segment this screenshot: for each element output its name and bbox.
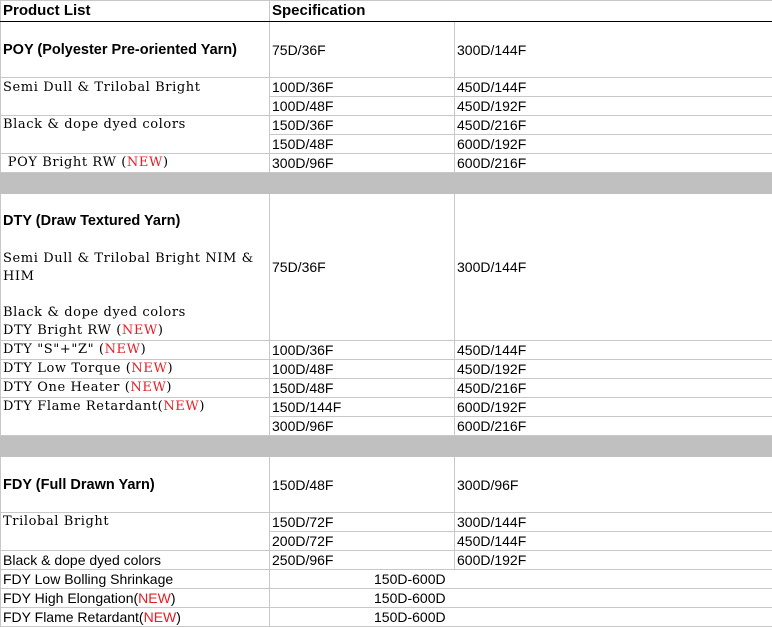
fdy-spec-2b: 300D/144F: [455, 513, 772, 532]
section-divider: [1, 436, 772, 457]
fdy-range-2: 150D-600D: [270, 589, 772, 608]
fdy-range-1: 150D-600D: [270, 570, 772, 589]
new-tag: NEW: [105, 342, 141, 357]
poy-title: POY (Polyester Pre-oriented Yarn): [1, 22, 270, 78]
new-tag: NEW: [163, 399, 199, 414]
poy-spec-6b: 600D/216F: [455, 154, 772, 173]
poy-spec-2a: 100D/36F: [270, 78, 455, 97]
new-tag: NEW: [131, 361, 167, 376]
dty-spec-5a: 150D/144F: [270, 398, 455, 417]
poy-line-black: Black & dope dyed colors: [1, 116, 270, 154]
fdy-line-black: Black & dope dyed colors: [1, 551, 270, 570]
fdy-line-high-elongation: FDY High Elongation(NEW): [1, 589, 270, 608]
dty-spec-4a: 150D/48F: [270, 379, 455, 398]
new-tag: NEW: [138, 590, 171, 606]
fdy-line-flame: FDY Flame Retardant(NEW): [1, 608, 270, 627]
fdy-spec-1b: 300D/96F: [455, 457, 772, 513]
fdy-range-3: 150D-600D: [270, 608, 772, 627]
poy-spec-5a: 150D/48F: [270, 135, 455, 154]
dty-spec-4b: 450D/216F: [455, 379, 772, 398]
dty-spec-2a: 100D/36F: [270, 341, 455, 360]
dty-line-sz: DTY "S"+"Z" (NEW): [1, 341, 270, 360]
dty-spec-1a: 75D/36F: [270, 194, 455, 341]
fdy-spec-3a: 200D/72F: [270, 532, 455, 551]
dty-line-one-heater: DTY One Heater (NEW): [1, 379, 270, 398]
fdy-spec-1a: 150D/48F: [270, 457, 455, 513]
poy-spec-5b: 600D/192F: [455, 135, 772, 154]
dty-spec-2b: 450D/144F: [455, 341, 772, 360]
poy-spec-2b: 450D/144F: [455, 78, 772, 97]
poy-spec-3a: 100D/48F: [270, 97, 455, 116]
dty-line-semi-dull: Semi Dull & Trilobal Bright NIM & HIM: [3, 250, 267, 304]
fdy-line-trilobal: Trilobal Bright: [1, 513, 270, 551]
poy-line-semi-dull: Semi Dull & Trilobal Bright: [1, 78, 270, 116]
fdy-spec-3b: 450D/144F: [455, 532, 772, 551]
poy-spec-6a: 300D/96F: [270, 154, 455, 173]
fdy-spec-4b: 600D/192F: [455, 551, 772, 570]
dty-spec-3b: 450D/192F: [455, 360, 772, 379]
dty-line-flame: DTY Flame Retardant(NEW): [1, 398, 270, 436]
dty-title: DTY (Draw Textured Yarn): [3, 212, 267, 250]
poy-spec-3b: 450D/192F: [455, 97, 772, 116]
poy-spec-1a: 75D/36F: [270, 22, 455, 78]
new-tag: NEW: [144, 609, 177, 625]
dty-spec-6a: 300D/96F: [270, 417, 455, 436]
dty-spec-5b: 600D/192F: [455, 398, 772, 417]
fdy-line-low-shrinkage: FDY Low Bolling Shrinkage: [1, 570, 270, 589]
new-tag: NEW: [130, 380, 166, 395]
dty-line-bright-rw: DTY Bright RW (NEW): [3, 322, 267, 340]
dty-spec-3a: 100D/48F: [270, 360, 455, 379]
product-list-header: Product List: [1, 1, 270, 22]
specification-header: Specification: [270, 1, 772, 22]
dty-line-low-torque: DTY Low Torque (NEW): [1, 360, 270, 379]
fdy-title: FDY (Full Drawn Yarn): [1, 457, 270, 513]
poy-line-bright-rw: POY Bright RW (NEW): [1, 154, 270, 173]
section-divider: [1, 173, 772, 194]
new-tag: NEW: [127, 155, 163, 170]
dty-desc: [1, 194, 270, 341]
poy-spec-4b: 450D/216F: [455, 116, 772, 135]
dty-spec-1b: 300D/144F: [455, 194, 772, 341]
dty-line-black: Black & dope dyed colors: [3, 304, 267, 322]
fdy-spec-4a: 250D/96F: [270, 551, 455, 570]
poy-spec-1b: 300D/144F: [455, 22, 772, 78]
fdy-spec-2a: 150D/72F: [270, 513, 455, 532]
poy-spec-4a: 150D/36F: [270, 116, 455, 135]
dty-spec-6b: 600D/216F: [455, 417, 772, 436]
new-tag: NEW: [122, 323, 158, 338]
